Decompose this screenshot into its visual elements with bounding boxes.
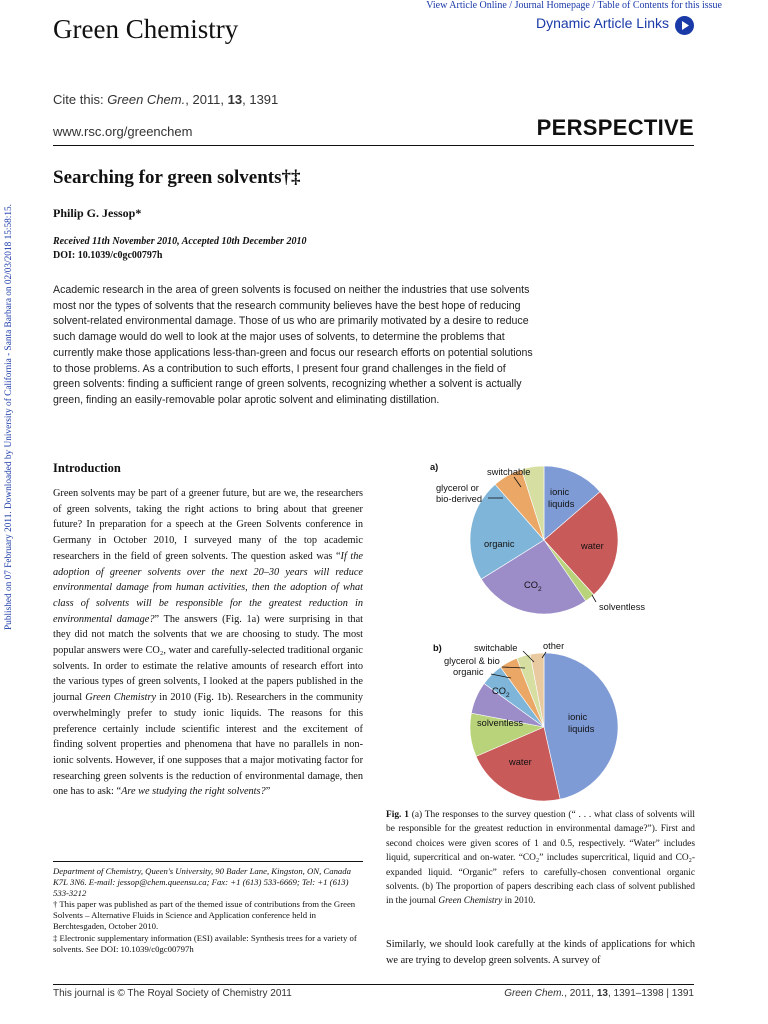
footer-pages: , 1391–1398 | 1391 <box>607 988 694 999</box>
label-a-liquids: liquids <box>548 499 575 509</box>
label-a-switchable: switchable <box>487 467 531 477</box>
dynamic-article-links[interactable]: Dynamic Article Links <box>535 15 669 31</box>
play-arrow-icon[interactable] <box>675 16 694 35</box>
intro-end: ” <box>265 786 271 798</box>
side-note-text[interactable]: Published on 07 February 2011. Downloaded by University of California - Santa Barbara on 02/03/2018 15:58:15. <box>4 204 14 630</box>
label-b-other: other <box>543 641 565 651</box>
label-a-organic: organic <box>484 539 515 549</box>
cite-year: , 2011, <box>185 92 228 107</box>
intro-text-3: in 2010 (Fig. 1b). Researchers in the community overwhelmingly prefer to study ionic liquids. The reasons for this preference certainly include scientific interest and the excitement of finding solvent properties and phenomena that have no parallels in non-ionic solvents. However, if one supposes that a major motivating factor for researching green solvents is the reduction of environmental damage, then one has to ask: “ <box>53 692 363 798</box>
label-a-ionic: ionic <box>550 487 570 497</box>
intro-ask: Are we studying the right solvents? <box>121 786 266 798</box>
label-b-co2: $CO_2$ <box>492 686 510 699</box>
label-a-bioderived: bio-derived <box>436 494 482 504</box>
footnotes <box>53 866 365 955</box>
label-a-co2: $CO_2$ <box>524 580 542 593</box>
right-column-body: Similarly, we should look carefully at the kinds of applications for which we are trying to develop green solvents. A survey of <box>386 939 695 966</box>
label-b-solventless: solventless <box>477 718 523 728</box>
header-rule <box>53 145 694 146</box>
footnote-dagger: † This paper was published as part of the themed issue of contributions from the Green Solvents – Alternative Fluids in Science and Application conference held in Berchtesgaden, October 2010. <box>53 899 356 932</box>
label-a-water: water <box>581 541 604 551</box>
cite-pages: , 1391 <box>242 92 279 107</box>
caption-label: Fig. 1 <box>386 810 409 820</box>
abstract: Academic research in the area of green solvents is focused on neither the industries that use solvents most nor the types of solvents that the research community believes have the best hope of reducing solvent-related environmental damage. Those of us who are primarily motivated by a desire to reduce such damage would do well to look at the major uses of solvents, to determine the problems that currently make those applications less-than-green and focus our research efforts on potential solutions to those problems. As a contribution to such efforts, I present four grand challenges in the field of green solvents: finding a sufficient range of green solvents, recognizing whether a solvent is actually green, finding an easily-removable polar aprotic solvent and eliminating distillation. <box>53 284 533 406</box>
link-separator: / <box>589 0 598 11</box>
label-a-glycerol: glycerol or <box>436 483 479 493</box>
footer-year: , 2011, <box>564 988 597 999</box>
affiliation: Department of Chemistry, Queen's University, 90 Bader Lane, Kingston, ON, Canada K7L 3N6. E-mail: jessop@chem.queensu.ca; Fax: +1 (613) 533-6669; Tel: +1 (613) 533-3212 <box>53 866 351 899</box>
label-b-liquids: liquids <box>568 724 595 734</box>
citation-line <box>53 92 278 107</box>
section-heading-introduction: Introduction <box>53 461 121 475</box>
link-separator: / <box>506 0 515 11</box>
label-b-ionic: ionic <box>568 712 588 722</box>
footnote-rule <box>53 861 363 862</box>
paper-type: PERSPECTIVE <box>536 115 694 140</box>
cite-prefix: Cite this: <box>53 92 108 107</box>
article-title: Searching for green solvents†‡ <box>53 167 301 188</box>
label-b-switchable: switchable <box>474 643 518 653</box>
panel-label-b: b) <box>433 643 442 653</box>
doi[interactable]: DOI: 10.1039/c0gc00797h <box>53 250 163 261</box>
cite-journal: Green Chem. <box>107 92 186 107</box>
footnote-ddagger: ‡ Electronic supplementary information (ESI) available: Synthesis trees for a variety of solvents. See DOI: 10.1039/c0gc00797h <box>53 932 357 954</box>
label-a-solventless: solventless <box>599 602 645 612</box>
author-name: Philip G. Jessop* <box>53 206 142 220</box>
table-of-contents-link[interactable]: Table of Contents for this issue <box>597 0 722 11</box>
label-b-organic: organic <box>453 667 484 677</box>
footer-copyright: This journal is © The Royal Society of Chemistry 2011 <box>53 988 292 999</box>
journal-title: Green Chemistry <box>53 14 239 44</box>
header-links <box>426 0 722 11</box>
footer-citation <box>504 988 694 999</box>
leader-a-solventless <box>592 595 596 602</box>
label-b-glycerol: glycerol & bio <box>444 656 500 666</box>
introduction-body <box>53 486 363 800</box>
footer-rule <box>53 984 694 985</box>
intro-text-1: Green solvents may be part of a greener future, but are we, the researchers of green solvents, taking the right actions to bring about that greener future? In preparation for a speech at the Green Solvents conference in Germany in October 2010, I surveyed many of the top academic researchers in the field of green solvents. The question asked was “ <box>53 488 363 562</box>
intro-text-2: ” The answers (Fig. 1a) were surprising in that they did not match the solvents that we are choosing to study. The most popular answers were CO₂, water and carefully-selected traditional organic solvents. In order to estimate the relative amounts of research effort into the various types of green solvents, I looked at the papers published in the journal <box>53 613 364 704</box>
caption-end: in 2010. <box>502 896 536 907</box>
footer-volume: 13 <box>596 988 608 999</box>
label-b-water: water <box>509 757 532 767</box>
journal-homepage-link[interactable]: Journal Homepage <box>514 0 590 11</box>
figure-1 <box>384 458 684 808</box>
panel-label-a: a) <box>430 462 439 472</box>
caption-journal: Green Chemistry <box>438 896 503 907</box>
intro-journal: Green Chemistry <box>85 692 157 704</box>
footer-journal: Green Chem. <box>504 988 565 999</box>
side-note <box>4 150 16 630</box>
intro-question: If the adoption of greener solvents over the next 20–30 years will reduce environmental damage from human activities, then the adoption of what class of solvents will be responsible for the greatest reduction in environmental damage? <box>53 550 363 625</box>
journal-website[interactable]: www.rsc.org/greenchem <box>53 124 193 139</box>
caption-text: (a) The responses to the survey question (“ . . . what class of solvents will be responsible for the greatest reduction in environmental damage?”). First and second choices were given scores of 1 and 0.5, respectively. “Water” includes liquid, supercritical and on-water. “CO₂” includes supercritical, liquid and CO₂-expanded liquid. “Organic” refers to carefully-chosen conventional organic solvents. (b) The proportion of papers describing each class of solvent published in the journal <box>386 810 695 907</box>
view-article-online-link[interactable]: View Article Online <box>426 0 507 11</box>
received-dates: Received 11th November 2010, Accepted 10th December 2010 <box>53 236 307 247</box>
figure-caption <box>386 808 695 909</box>
cite-volume: 13 <box>227 92 243 107</box>
